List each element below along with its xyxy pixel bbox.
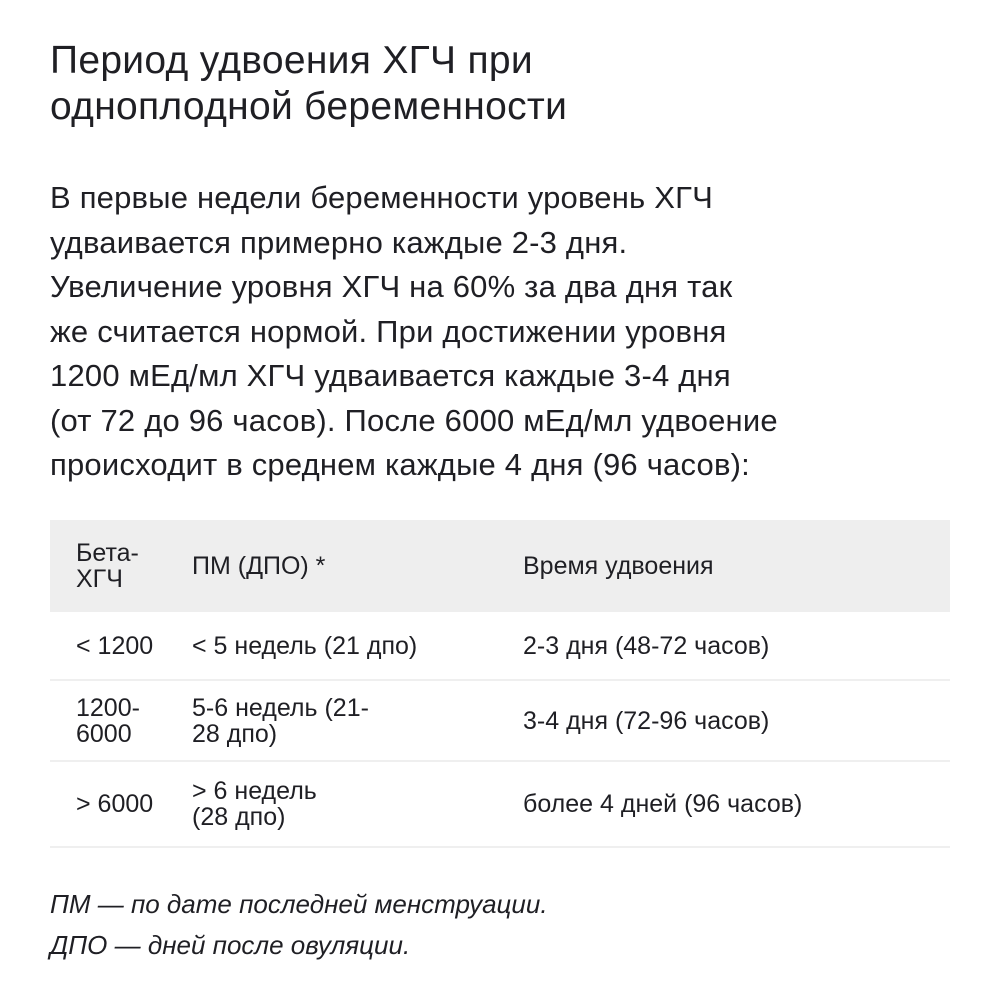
table-row: [50, 680, 950, 761]
footnote-dpo: ДПО — дней после овуляции.: [50, 930, 411, 960]
paragraph-line: же считается нормой. При достижении уровня: [50, 313, 727, 349]
header-doubling-time: Время удвоения: [523, 552, 714, 580]
header-beta-hcg: Бета-ХГЧ: [76, 539, 139, 593]
title-line: одноплодной беременности: [50, 85, 568, 128]
table-row: [50, 612, 950, 680]
cell-hcg: > 6000: [76, 790, 154, 818]
header-lmp-dpo: ПМ (ДПО) *: [192, 552, 326, 580]
cell-hcg: < 1200: [76, 631, 154, 660]
title-line: Период удвоения ХГЧ при: [50, 39, 533, 82]
cell-lmp: > 6 недель (28 дпо): [192, 777, 317, 831]
table-row: [50, 761, 950, 847]
table-header-row: [50, 520, 950, 612]
paragraph-line: 1200 мЕд/мл ХГЧ удваивается каждые 3-4 дня: [50, 358, 731, 393]
paragraph-line: Увеличение уровня ХГЧ на 60% за два дня так: [50, 269, 733, 304]
cell-time: 2-3 дня (48-72 часов): [523, 631, 770, 660]
cell-time: 3-4 дня (72-96 часов): [523, 706, 770, 735]
footnote-lmp: ПМ — по дате последней менструации.: [50, 889, 548, 919]
cell-hcg: 1200-6000: [76, 693, 140, 748]
intro-paragraph: [50, 176, 778, 488]
cell-lmp: < 5 недель (21 дпо): [192, 631, 418, 660]
paragraph-line: удваивается примерно каждые 2-3 дня.: [50, 224, 628, 260]
hcg-doubling-table: [50, 520, 950, 848]
cell-lmp: 5-6 недель (21-28 дпо): [192, 693, 369, 748]
page-title: [50, 38, 567, 130]
cell-time: более 4 дней (96 часов): [523, 790, 803, 818]
paragraph-line: В первые недели беременности уровень ХГЧ: [50, 180, 713, 215]
footnotes: [50, 884, 548, 966]
paragraph-line: (от 72 до 96 часов). После 6000 мЕд/мл удвоение: [50, 402, 778, 438]
paragraph-line: происходит в среднем каждые 4 дня (96 часов):: [50, 447, 750, 482]
